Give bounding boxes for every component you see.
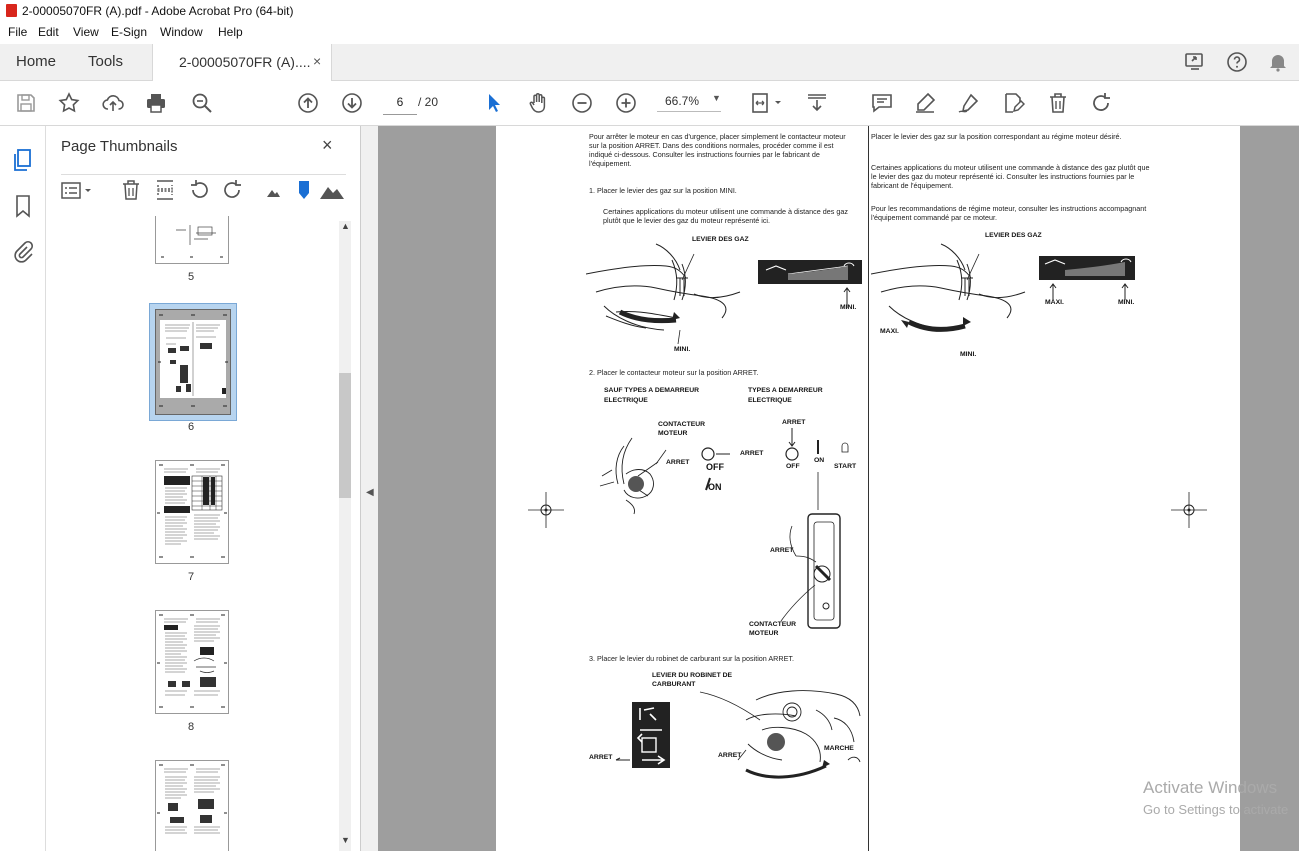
step-1-text: 1. Placer le levier des gaz sur la position MINI. (589, 186, 737, 195)
tab-home[interactable]: Home (16, 53, 57, 70)
rotate-clockwise-page-icon[interactable] (221, 179, 243, 201)
thumbnail-page-5[interactable] (155, 216, 229, 264)
column-divider (868, 126, 869, 851)
right-paragraph-1: Placer le levier des gaz sur la position correspondant au régime moteur désiré. (871, 132, 1122, 141)
upload-cloud-icon[interactable] (101, 91, 125, 115)
zoom-search-icon[interactable] (190, 91, 214, 115)
left-intro-paragraph: Pour arrêter le moteur en cas d'urgence, placer simplement le contacteur moteur sur la position ARRET. Dans des conditions normales, procéder comme il est indiqué ci-dessous. Consulter les instructions fournies par le fabricant de l'équipement. (589, 132, 846, 168)
thumbnail-page-6-selected[interactable] (149, 303, 237, 421)
label-arret-switch: ARRET (666, 459, 690, 466)
pdf-file-icon (6, 4, 17, 17)
comment-icon[interactable] (870, 91, 894, 115)
zoom-out-icon[interactable] (570, 91, 594, 115)
page-number-input[interactable] (383, 90, 417, 115)
label-mini-gauge: MINI. (840, 304, 857, 311)
menu-edit[interactable]: Edit (38, 25, 59, 39)
thumbnails-scrollbar-thumb[interactable] (339, 373, 351, 498)
activate-windows-subtitle: Go to Settings to activate (1143, 802, 1289, 817)
label-sauf-types: SAUF TYPES A DEMARREUR ELECTRIQUE (604, 387, 700, 404)
thumbnail-size-slider-handle[interactable] (297, 179, 311, 201)
label-off-left: OFF (706, 462, 724, 472)
zoom-level-dropdown[interactable] (657, 93, 721, 112)
main-toolbar (0, 81, 1299, 126)
print-icon[interactable] (144, 91, 168, 115)
menu-bar (0, 22, 1299, 44)
delete-page-icon[interactable] (121, 179, 141, 201)
page-total-label: / 20 (418, 95, 439, 109)
label-off-electric: OFF (786, 463, 800, 470)
step-3-text: 3. Placer le levier du robinet de carburant sur la position ARRET. (589, 654, 794, 663)
label-mini-right: MINI. (960, 351, 977, 358)
thumbnail-page-8[interactable] (155, 610, 229, 714)
window-title: 2-00005070FR (A).pdf - Adobe Acrobat Pro (64-bit) (22, 4, 294, 18)
document-viewport[interactable] (378, 126, 1299, 851)
label-start: START (834, 463, 857, 470)
save-icon[interactable] (14, 91, 38, 115)
notifications-bell-icon[interactable] (1267, 51, 1289, 73)
page-thumbnails-panel (46, 126, 359, 851)
left-tool-rail (0, 126, 46, 851)
draw-sign-icon[interactable] (957, 91, 981, 115)
step-2-text: 2. Placer le contacteur moteur sur la position ARRET. (589, 368, 759, 377)
document-tab-close-button[interactable]: × (313, 53, 322, 69)
page-fit-icon[interactable] (750, 91, 784, 115)
label-levier-robinet: LEVIER DU ROBINET DE CARBURANT (652, 672, 733, 688)
help-icon[interactable] (1225, 50, 1249, 74)
label-contacteur-moteur-panel: CONTACTEUR MOTEUR (749, 621, 797, 637)
thumbnails-scrollbar[interactable] (339, 221, 351, 851)
label-maxi-gauge: MAXI. (1045, 299, 1064, 306)
label-maxi: MAXI. (880, 328, 899, 335)
panel-splitter[interactable] (360, 126, 379, 851)
label-levier-des-gaz: LEVIER DES GAZ (692, 236, 749, 243)
label-on-left: ON (708, 482, 722, 492)
larger-thumbnails-icon[interactable] (319, 179, 345, 201)
thumbnail-page-9[interactable] (155, 760, 229, 851)
thumbnail-page-number: 6 (187, 421, 195, 433)
menu-help[interactable]: Help (218, 25, 243, 39)
zoom-level-value: 66.7% (665, 94, 700, 108)
next-page-icon[interactable] (340, 91, 364, 115)
label-arret-fuel-left: ARRET (589, 754, 613, 761)
thumbnails-list (51, 216, 356, 851)
bookmarks-icon[interactable] (13, 194, 33, 218)
label-arret-electric: ARRET (782, 419, 806, 426)
insert-page-icon[interactable] (155, 179, 175, 201)
document-tab[interactable] (152, 44, 332, 81)
edit-text-icon[interactable] (1001, 91, 1025, 115)
tab-tools[interactable]: Tools (88, 53, 124, 70)
thumbnail-page-6-image (155, 309, 231, 415)
share-screen-icon[interactable] (1183, 51, 1207, 73)
activate-windows-title: Activate Windows (1143, 778, 1278, 797)
menu-esign[interactable]: E-Sign (111, 25, 148, 39)
thumbnail-page-number: 5 (187, 271, 195, 283)
right-paragraph-2: Certaines applications du moteur utilisent une commande à distance des gaz plutôt que le levier des gaz du moteur représenté ici. Consulter les instructions fournies par le fabricant de l'équipement. (871, 163, 1150, 190)
registration-crosshair-icon (528, 492, 564, 528)
thumbnail-page-7[interactable] (155, 460, 229, 564)
scroll-down-arrow-icon[interactable]: ▼ (341, 835, 350, 845)
chevron-down-icon: ▼ (712, 93, 721, 103)
rotate-clockwise-icon[interactable] (1089, 91, 1113, 115)
attachments-paperclip-icon[interactable] (12, 240, 34, 264)
menu-file[interactable]: File (8, 25, 28, 39)
menu-window[interactable]: Window (160, 25, 203, 39)
label-mini-gauge-right: MINI. (1118, 299, 1135, 306)
highlight-pen-icon[interactable] (913, 91, 937, 115)
previous-page-icon[interactable] (296, 91, 320, 115)
pdf-page (496, 126, 1240, 851)
hand-tool-icon[interactable] (526, 91, 550, 115)
throttle-max-illustration (871, 234, 1141, 359)
label-arret-key: ARRET (740, 450, 764, 457)
delete-trash-icon[interactable] (1046, 91, 1070, 115)
document-tab-label: 2-00005070FR (A).... (179, 54, 311, 70)
bookmark-star-icon[interactable] (57, 91, 81, 115)
label-levier-des-gaz-right: LEVIER DES GAZ (985, 232, 1042, 239)
label-contacteur-moteur: CONTACTEUR MOTEUR (658, 421, 706, 437)
smaller-thumbnails-icon[interactable] (265, 183, 281, 199)
thumbnails-panel-title: Page Thumbnails (61, 138, 178, 155)
scroll-mode-icon[interactable] (805, 91, 829, 115)
title-bar (0, 0, 1299, 22)
scroll-up-arrow-icon[interactable]: ▲ (341, 221, 350, 231)
label-arret-fuel: ARRET (718, 752, 742, 759)
thumbnails-panel-close-button[interactable]: × (322, 135, 333, 155)
label-types-demarreur: TYPES A DEMARREUR ELECTRIQUE (748, 387, 823, 404)
registration-crosshair-icon (1171, 492, 1207, 528)
page-thumbnails-icon[interactable] (12, 148, 34, 172)
label-on-electric: ON (814, 457, 825, 464)
right-paragraph-3: Pour les recommandations de régime moteur, consulter les instructions accompagnant l'équipement commandé par ce moteur. (871, 204, 1147, 222)
collapse-panel-arrow-icon[interactable]: ◀ (366, 487, 374, 498)
thumbnail-page-number: 8 (187, 721, 195, 733)
select-cursor-icon[interactable] (482, 91, 506, 115)
thumbnails-toolbar (61, 174, 346, 207)
thumbnail-page-number: 7 (187, 571, 195, 583)
thumbnail-options-icon[interactable] (61, 181, 95, 201)
engine-switch-illustration (596, 416, 856, 631)
menu-view[interactable]: View (73, 25, 99, 39)
step-1-note: Certaines applications du moteur utilisent une commande à distance des gaz plutôt que le levier des gaz du moteur représenté ici. (603, 207, 848, 225)
rotate-counterclockwise-icon[interactable] (189, 179, 211, 201)
throttle-lever-illustration (586, 234, 866, 359)
label-arret-panel: ARRET (770, 547, 794, 554)
zoom-in-icon[interactable] (614, 91, 638, 115)
label-mini: MINI. (674, 346, 691, 353)
label-marche: MARCHE (824, 745, 854, 752)
